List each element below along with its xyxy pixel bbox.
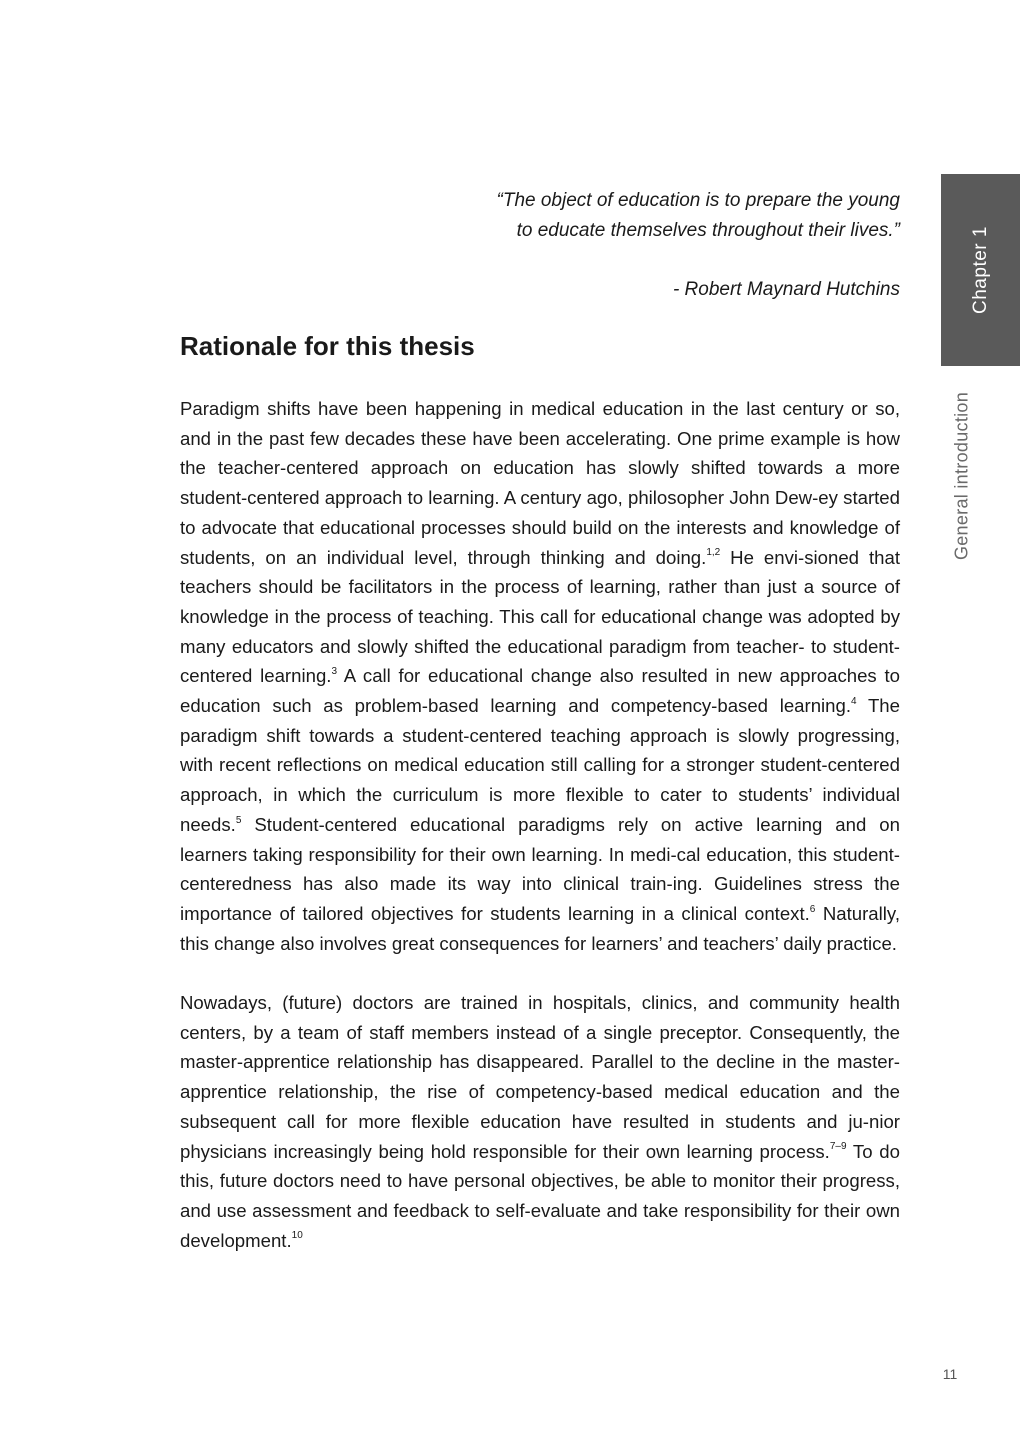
paragraph-1-text-2: He envi-sioned that teachers should be facilitators in the process of learning, rather than just a source of knowledge in the process of teaching. This call for educational change was adopted by many educators and slowly shifted the educational paradigm from teacher- to student-centered learning. <box>180 546 900 687</box>
epigraph-line-1: “The object of education is to prepare the young <box>496 190 900 211</box>
citation-ref: 4 <box>851 695 857 707</box>
citation-ref: 1,2 <box>706 547 721 559</box>
citation-ref: 3 <box>331 666 338 678</box>
paragraph-1-text-1: Paradigm shifts have been happening in medical education in the last century or so, and in the past few decades these have been accelerating. One prime example is how the teacher-centered approach on education has slowly shifted towards a more student-centered approach to learning. A century ago, philosopher John Dew-ey started to advocate that educational processes should build on the interests and knowledge of students, on an individual level, through thinking and doing. <box>180 398 900 568</box>
paragraph-2-text-1: Nowadays, (future) doctors are trained in hospitals, clinics, and community health centers, by a team of staff members instead of a single preceptor. Consequently, the master-apprentice relationship has disappeared. Parallel to the decline in the master-apprentice relationship, the rise of competency-based medical education and the subsequent call for more flexible education have resulted in students and ju-nior physicians increasingly being hold responsible for their own learning process. <box>180 992 900 1162</box>
citation-ref: 6 <box>809 903 816 915</box>
section-title: Rationale for this thesis <box>180 331 475 361</box>
section-side-label: General introduction <box>951 391 972 561</box>
epigraph-quote <box>420 186 900 305</box>
paragraph-2 <box>180 988 900 1255</box>
citation-ref: 7–9 <box>829 1141 847 1153</box>
epigraph-line-2: to educate themselves throughout their lives.” <box>516 220 900 241</box>
citation-ref: 5 <box>235 814 242 826</box>
paragraph-1-text-5: Student-centered educational paradigms rely on active learning and on learners taking responsibility for their own learning. In medi-cal education, this student-centeredness has also made its way into clinical train-ing. Guidelines stress the importance of tailored objectives for students learning in a clinical context. <box>180 813 900 924</box>
body-text <box>180 394 900 1255</box>
paragraph-1 <box>180 394 900 958</box>
paragraph-1-text-3: A call for educational change also resulted in new approaches to education such as problem-based learning and competency-based learning. <box>180 665 900 717</box>
paragraph-2-text-2: To do this, future doctors need to have personal objectives, be able to monitor their progress, and use assessment and feedback to self-evaluate and take responsibility for their own development. <box>180 1140 900 1251</box>
epigraph-author: - Robert Maynard Hutchins <box>672 279 900 300</box>
chapter-label: Chapter 1 <box>969 226 991 314</box>
paragraph-1-text-4: The paradigm shift towards a student-centered teaching approach is slowly progressing, with recent reflections on medical education still calling for a stronger student-centered approach, in which the curriculum is more flexible to cater to students’ individual needs. <box>180 695 900 835</box>
chapter-tab <box>941 174 1020 366</box>
paragraph-1-text-6: Naturally, this change also involves great consequences for learners’ and teachers’ daily practice. <box>180 902 900 954</box>
citation-ref: 10 <box>291 1230 303 1242</box>
page-number: 11 <box>942 1366 958 1382</box>
